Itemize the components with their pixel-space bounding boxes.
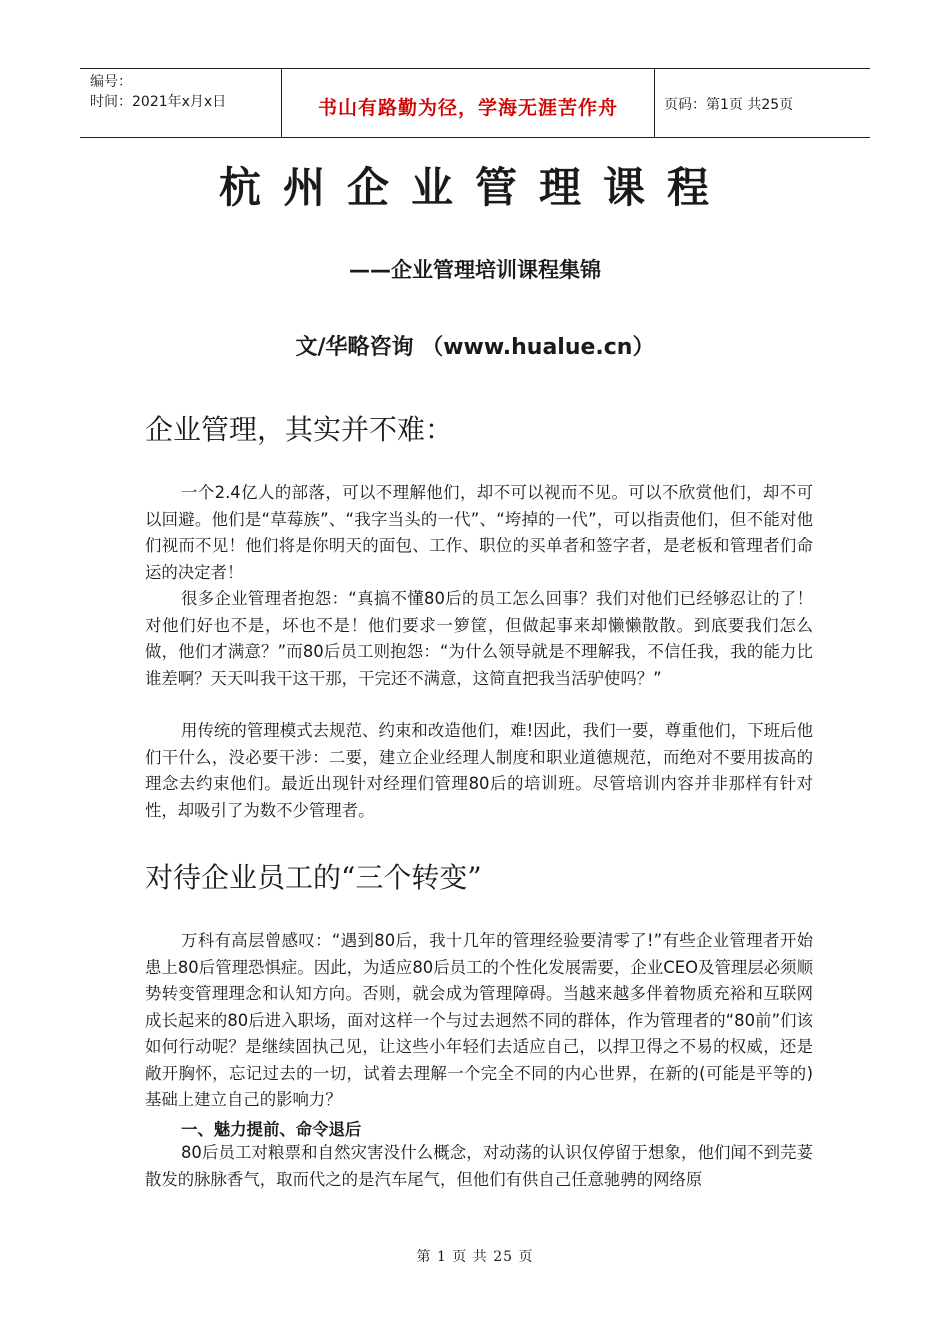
document-date: 时间：2021年x月x日 [90,94,227,110]
section-heading: 企业管理，其实并不难： [145,413,454,446]
motto: 书山有路勤为径，学海无涯苦作舟 [317,97,618,119]
document-number: 编号： [90,74,132,90]
subheading: 一、魅力提前、命令退后 [181,1120,362,1139]
document-subtitle: ——企业管理培训课程集锦 [349,258,601,282]
header-info-cell [80,69,281,137]
document-author: 文/华略咨询 （www.hualue.cn） [295,335,655,360]
header-table [80,68,870,138]
paragraph: 用传统的管理模式去规范、约束和改造他们，难!因此，我们一要，尊重他们，下班后他们干什么，没必要干涉：二要，建立企业经理人制度和职业道德规范，而绝对不要用拔高的理念去约束他们。最近出现针对经理们管理80后的培训班。尽管培训内容并非那样有针对性，却吸引了为数不少管理者。 [145,721,813,820]
paragraph: 80后员工对粮票和自然灾害没什么概念，对动荡的认识仅停留于想象，他们闻不到芫荽散发的脉脉香气，取而代之的是汽车尾气，但他们有供自己任意驰骋的网络原 [145,1143,813,1189]
paragraph: 一个2.4亿人的部落，可以不理解他们，却不可以视而不见。可以不欣赏他们，却不可以回避。他们是“草莓族”、“我字当头的一代”、“垮掉的一代”，可以指责他们，但不能对他们视而不见！他们将是你明天的面包、工作、职位的买单者和签字者，是老板和管理者们命运的决定者！ [145,483,813,582]
section-heading: 对待企业员工的“三个转变” [145,861,482,894]
paragraph: 很多企业管理者抱怨：“真搞不懂80后的员工怎么回事？我们对他们已经够忍让的了！对他们好也不是，坏也不是！他们要求一箩筐，但做起事来却懒懒散散。到底要我们怎么做，他们才满意？”而80后员工则抱怨：“为什么领导就是不理解我，不信任我，我的能力比谁差啊？天天叫我干这干那，干完还不满意，这简直把我当活驴使吗？” [145,589,813,688]
page-footer: 第 1 页 共 25 页 [416,1249,534,1265]
page-info: 页码：第1页 共25页 [664,97,794,113]
header-motto-cell [281,69,655,137]
document-title: 杭州企业管理课程 [218,163,731,212]
header-page-cell [654,69,870,137]
paragraph: 万科有高层曾感叹：“遇到80后，我十几年的管理经验要清零了!”有些企业管理者开始患上80后管理恐惧症。因此，为适应80后员工的个性化发展需要，企业CEO及管理层必须顺势转变管理理念和认知方向。否则，就会成为管理障碍。当越来越多伴着物质充裕和互联网成长起来的80后进入职场，面对这样一个与过去迥然不同的群体，作为管理者的“80前”们该如何行动呢？是继续固执己见，让这些小年轻们去适应自己，以捍卫得之不易的权威，还是敞开胸怀，忘记过去的一切，试着去理解一个完全不同的内心世界，在新的(可能是平等的)基础上建立自己的影响力？ [145,931,813,1109]
